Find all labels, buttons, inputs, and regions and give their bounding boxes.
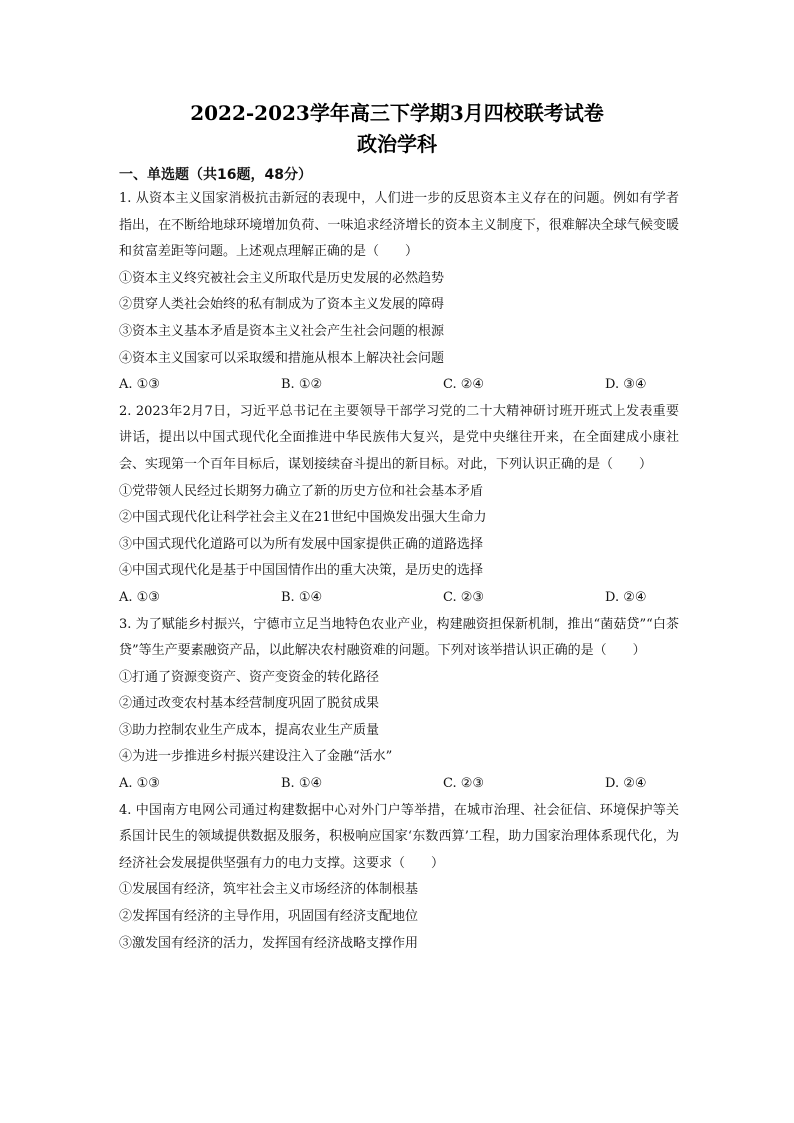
statement-option: ①资本主义终究被社会主义所取代是历史发展的必然趋势 — [119, 270, 445, 286]
exam-title: 2022-2023学年高三下学期3月四校联考试卷 — [190, 101, 604, 125]
answer-choice[interactable]: A. ①③ — [119, 377, 160, 393]
answer-choice[interactable]: B. ①② — [281, 377, 323, 393]
statement-option: ②中国式现代化让科学社会主义在21世纪中国焕发出强大生命力 — [119, 510, 487, 526]
answer-choices — [119, 585, 679, 612]
statement-option: ②通过改变农村基本经营制度巩固了脱贫成果 — [119, 696, 380, 712]
statement-option: ③中国式现代化道路可以为所有发展中国家提供正确的道路选择 — [119, 536, 484, 552]
question-block — [119, 798, 679, 958]
answer-choice[interactable]: B. ①④ — [281, 589, 323, 605]
statement-option: ④为进一步推进乡村振兴建设注入了金融“活水” — [119, 749, 393, 765]
answer-choice[interactable]: A. ①③ — [119, 589, 160, 605]
answer-choice[interactable]: D. ③④ — [605, 377, 647, 393]
answer-choice[interactable]: C. ②③ — [443, 776, 485, 792]
statement-option: ③激发国有经济的活力，发挥国有经济战略支撑作用 — [119, 935, 419, 951]
question-block — [119, 399, 679, 612]
statement-option: ④资本主义国家可以采取缓和措施从根本上解决社会问题 — [119, 350, 445, 366]
question-list — [119, 186, 679, 957]
question-block — [119, 612, 679, 798]
answer-choice[interactable]: D. ②④ — [605, 589, 647, 605]
statement-option: ①打通了资源变资产、资产变资金的转化路径 — [119, 669, 380, 685]
question-stem: 2. 2023年2月7日，习近平总书记在主要领导干部学习党的二十大精神研讨班开班式上发表重要讲话，提出以中国式现代化全面推进中华民族伟大复兴，是党中央继往开来，在全面建成小康社会、实现第一个百年目标后，谋划接续奋斗提出的新目标。对此，下列认识正确的是（ ） — [119, 403, 679, 472]
answer-choices — [119, 771, 679, 798]
answer-choice[interactable]: B. ①④ — [281, 776, 323, 792]
section-heading: 一、单选题（共16题，48分） — [119, 167, 312, 183]
question-stem: 3. 为了赋能乡村振兴，宁德市立足当地特色农业产业，构建融资担保新机制，推出“菌菇贷”“白茶贷”等生产要素融资产品，以此解决农村融资难的问题。下列对该举措认识正确的是（ ） — [119, 616, 679, 659]
answer-choice[interactable]: A. ①③ — [119, 776, 160, 792]
exam-subject: 政治学科 — [357, 132, 437, 156]
statement-option: ②发挥国有经济的主导作用，巩固国有经济支配地位 — [119, 909, 419, 925]
statement-option: ②贯穿人类社会始终的私有制成为了资本主义发展的障碍 — [119, 297, 445, 313]
statement-option: ③助力控制农业生产成本，提高农业生产质量 — [119, 722, 380, 738]
statement-option: ①发展国有经济，筑牢社会主义市场经济的体制根基 — [119, 882, 419, 898]
question-block — [119, 186, 679, 399]
question-stem: 1. 从资本主义国家消极抗击新冠的表现中，人们进一步的反思资本主义存在的问题。例如有学者指出，在不断给地球环境增加负荷、一味追求经济增长的资本主义制度下，很难解决全球气候变暖和贫富差距等问题。上述观点理解正确的是（ ） — [119, 191, 679, 260]
statement-option: ①党带领人民经过长期努力确立了新的历史方位和社会基本矛盾 — [119, 483, 484, 499]
statement-option: ④中国式现代化是基于中国国情作出的重大决策，是历史的选择 — [119, 563, 484, 579]
answer-choices — [119, 372, 679, 399]
question-stem: 4. 中国南方电网公司通过构建数据中心对外门户等举措，在城市治理、社会征信、环境保护等关系国计民生的领域提供数据及服务，积极响应国家‘东数西算’工程，助力国家治理体系现代化，为经济社会发展提供坚强有力的电力支撑。这要求（ ） — [119, 802, 679, 871]
answer-choice[interactable]: C. ②④ — [443, 377, 485, 393]
answer-choice[interactable]: C. ②③ — [443, 589, 485, 605]
statement-option: ③资本主义基本矛盾是资本主义社会产生社会问题的根源 — [119, 323, 445, 339]
answer-choice[interactable]: D. ②④ — [605, 776, 647, 792]
